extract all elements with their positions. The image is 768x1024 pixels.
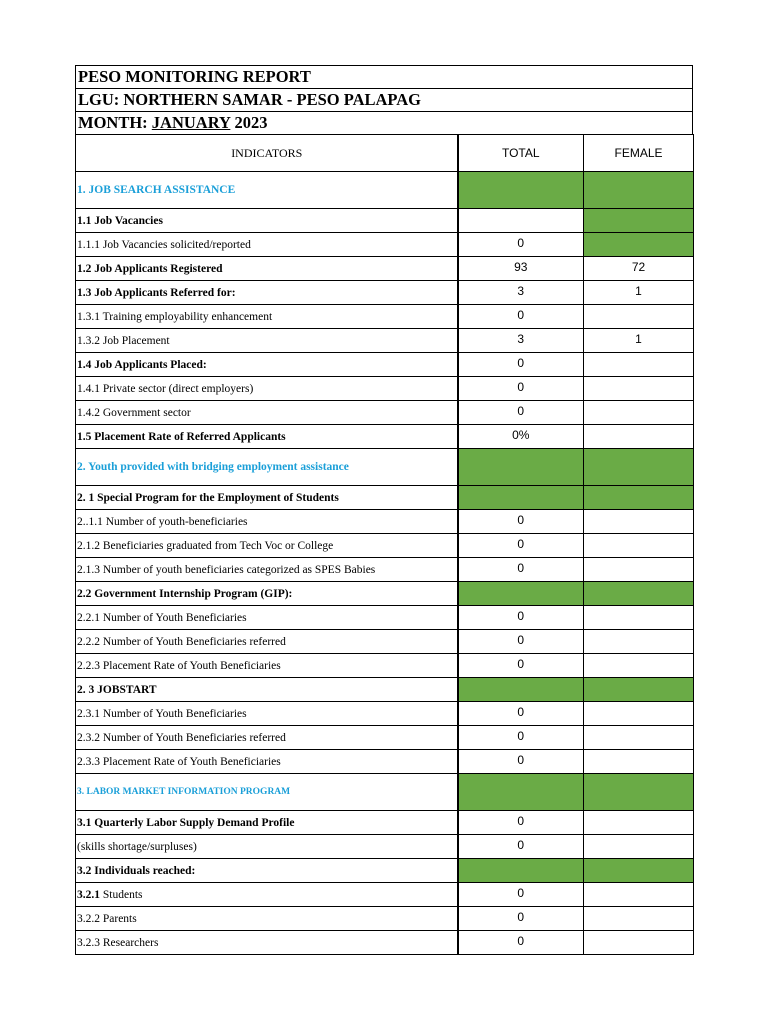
- female-cell: [584, 726, 694, 750]
- table-row: [76, 654, 694, 678]
- indicators-table: [75, 134, 694, 955]
- row-label: 2. 1 Special Program for the Employment of Students: [76, 486, 458, 510]
- month-label: MONTH:: [78, 113, 152, 132]
- table-row: [76, 726, 694, 750]
- female-cell: [584, 931, 694, 955]
- row-label: 2.2.3 Placement Rate of Youth Beneficiaries: [76, 654, 458, 678]
- table-row: [76, 630, 694, 654]
- row-label: (skills shortage/surpluses): [76, 835, 458, 859]
- table-row: [76, 486, 694, 510]
- row-label: 1.3.1 Training employability enhancement: [76, 305, 458, 329]
- total-cell: 0: [458, 510, 584, 534]
- row-label: 2.3.2 Number of Youth Beneficiaries referred: [76, 726, 458, 750]
- female-cell: [584, 510, 694, 534]
- row-label: 2.2.2 Number of Youth Beneficiaries referred: [76, 630, 458, 654]
- table-row: [76, 401, 694, 425]
- row-label: 3.2.2 Parents: [76, 907, 458, 931]
- female-cell: [584, 377, 694, 401]
- total-cell: 0: [458, 883, 584, 907]
- row-label: 2.2.1 Number of Youth Beneficiaries: [76, 606, 458, 630]
- row-label: 1.1 Job Vacancies: [76, 209, 458, 233]
- table-row: [76, 305, 694, 329]
- table-row: [76, 835, 694, 859]
- female-cell: [584, 606, 694, 630]
- table-row: [76, 449, 694, 486]
- section-label: 2. Youth provided with bridging employment assistance: [76, 449, 458, 486]
- month-line: [75, 111, 693, 134]
- table-row: [76, 257, 694, 281]
- female-cell: [584, 582, 694, 606]
- row-label: 1.3 Job Applicants Referred for:: [76, 281, 458, 305]
- table-row: [76, 907, 694, 931]
- female-cell: [584, 353, 694, 377]
- female-cell: [584, 630, 694, 654]
- female-cell: [584, 678, 694, 702]
- row-label: 2.1.2 Beneficiaries graduated from Tech Voc or College: [76, 534, 458, 558]
- table-row: [76, 377, 694, 401]
- month-value: JANUARY: [151, 113, 231, 132]
- female-cell: [584, 883, 694, 907]
- total-cell: 0: [458, 305, 584, 329]
- lgu-line: LGU: NORTHERN SAMAR - PESO PALAPAG: [75, 88, 693, 111]
- female-cell: [584, 425, 694, 449]
- section-label: 3. LABOR MARKET INFORMATION PROGRAM: [76, 774, 458, 811]
- total-cell: 0: [458, 726, 584, 750]
- row-label: 1.3.2 Job Placement: [76, 329, 458, 353]
- female-cell: [584, 907, 694, 931]
- report-title: PESO MONITORING REPORT: [75, 65, 693, 88]
- female-cell: [584, 859, 694, 883]
- female-cell: 1: [584, 281, 694, 305]
- total-cell: 0: [458, 835, 584, 859]
- table-row: [76, 353, 694, 377]
- report-sheet: [75, 65, 693, 955]
- row-label: 3.2 Individuals reached:: [76, 859, 458, 883]
- row-label: 3.2.3 Researchers: [76, 931, 458, 955]
- total-cell: 0: [458, 401, 584, 425]
- table-row: [76, 883, 694, 907]
- female-cell: [584, 172, 694, 209]
- table-row: [76, 510, 694, 534]
- female-cell: [584, 811, 694, 835]
- row-label: 2.3.1 Number of Youth Beneficiaries: [76, 702, 458, 726]
- table-row: [76, 425, 694, 449]
- total-cell: 0: [458, 931, 584, 955]
- total-cell: 0: [458, 630, 584, 654]
- female-cell: [584, 486, 694, 510]
- female-cell: [584, 750, 694, 774]
- total-cell: 0: [458, 702, 584, 726]
- table-row: [76, 281, 694, 305]
- total-cell: [458, 172, 584, 209]
- female-cell: [584, 774, 694, 811]
- table-header-row: [76, 135, 694, 172]
- row-label-text: Students: [100, 888, 143, 901]
- row-label: 3.1 Quarterly Labor Supply Demand Profile: [76, 811, 458, 835]
- table-row: [76, 582, 694, 606]
- table-row: [76, 750, 694, 774]
- row-label: 2.2 Government Internship Program (GIP):: [76, 582, 458, 606]
- table-row: [76, 931, 694, 955]
- total-cell: [458, 449, 584, 486]
- female-cell: [584, 305, 694, 329]
- total-cell: 0: [458, 907, 584, 931]
- row-label: 2.1.3 Number of youth beneficiaries categorized as SPES Babies: [76, 558, 458, 582]
- row-label: 1.2 Job Applicants Registered: [76, 257, 458, 281]
- total-cell: 0: [458, 353, 584, 377]
- row-label: 2..1.1 Number of youth-beneficiaries: [76, 510, 458, 534]
- total-cell: [458, 859, 584, 883]
- female-cell: [584, 209, 694, 233]
- female-cell: [584, 702, 694, 726]
- total-cell: 0: [458, 233, 584, 257]
- col-female: FEMALE: [584, 135, 694, 172]
- row-label: 2. 3 JOBSTART: [76, 678, 458, 702]
- table-row: [76, 534, 694, 558]
- total-cell: [458, 582, 584, 606]
- row-label-number: 3.2.1: [77, 888, 100, 901]
- table-row: [76, 329, 694, 353]
- total-cell: 0: [458, 654, 584, 678]
- row-label: 2.3.3 Placement Rate of Youth Beneficiaries: [76, 750, 458, 774]
- total-cell: 0: [458, 558, 584, 582]
- table-row: [76, 678, 694, 702]
- female-cell: [584, 558, 694, 582]
- total-cell: 0: [458, 377, 584, 401]
- female-cell: [584, 401, 694, 425]
- total-cell: [458, 209, 584, 233]
- female-cell: 72: [584, 257, 694, 281]
- table-row: [76, 811, 694, 835]
- section-label: 1. JOB SEARCH ASSISTANCE: [76, 172, 458, 209]
- female-cell: 1: [584, 329, 694, 353]
- female-cell: [584, 534, 694, 558]
- table-row: [76, 859, 694, 883]
- total-cell: [458, 774, 584, 811]
- total-cell: 93: [458, 257, 584, 281]
- total-cell: 0%: [458, 425, 584, 449]
- female-cell: [584, 233, 694, 257]
- table-row: [76, 774, 694, 811]
- row-label: 1.1.1 Job Vacancies solicited/reported: [76, 233, 458, 257]
- female-cell: [584, 449, 694, 486]
- total-cell: 0: [458, 811, 584, 835]
- total-cell: 3: [458, 281, 584, 305]
- year-value: 2023: [230, 113, 268, 132]
- total-cell: 3: [458, 329, 584, 353]
- row-label: [76, 883, 458, 907]
- table-row: [76, 606, 694, 630]
- table-row: [76, 233, 694, 257]
- female-cell: [584, 654, 694, 678]
- total-cell: [458, 678, 584, 702]
- table-row: [76, 702, 694, 726]
- row-label: 1.4.1 Private sector (direct employers): [76, 377, 458, 401]
- row-label: 1.4.2 Government sector: [76, 401, 458, 425]
- total-cell: 0: [458, 750, 584, 774]
- table-row: [76, 558, 694, 582]
- table-row: [76, 172, 694, 209]
- total-cell: [458, 486, 584, 510]
- female-cell: [584, 835, 694, 859]
- col-indicators: INDICATORS: [76, 135, 458, 172]
- col-total: TOTAL: [458, 135, 584, 172]
- row-label: 1.4 Job Applicants Placed:: [76, 353, 458, 377]
- total-cell: 0: [458, 606, 584, 630]
- table-row: [76, 209, 694, 233]
- total-cell: 0: [458, 534, 584, 558]
- row-label: 1.5 Placement Rate of Referred Applicants: [76, 425, 458, 449]
